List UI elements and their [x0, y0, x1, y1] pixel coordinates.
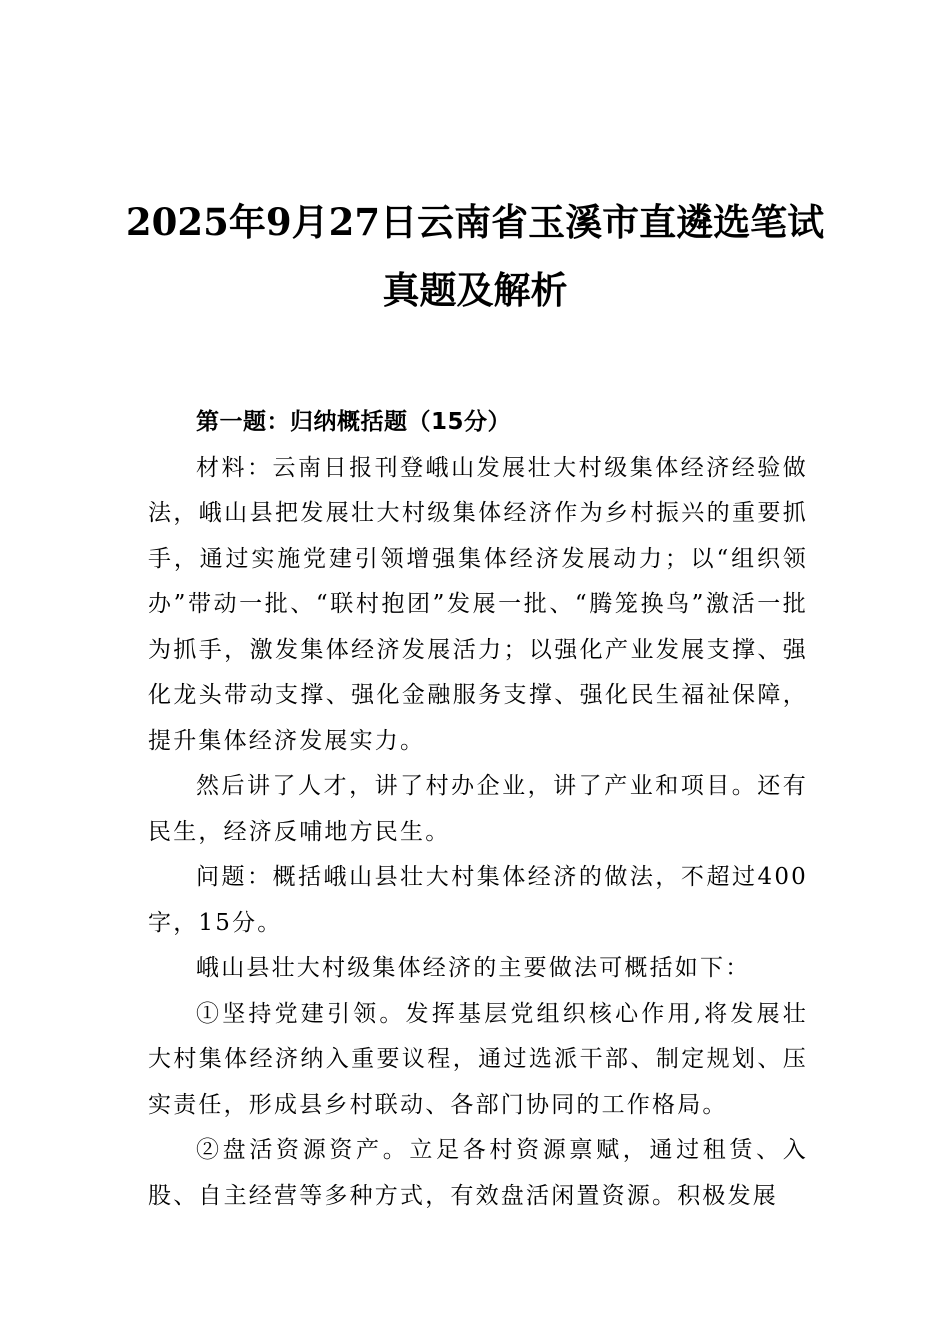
document-title-line-2: 真题及解析 — [382, 268, 568, 312]
paragraph-answer-point-2: ②盘活资源资产。立足各村资源禀赋，通过租赁、入股、自主经营等多种方式，有效盘活闲置资源。积极发展 — [148, 1137, 808, 1209]
paragraph-material: 材料：云南日报刊登峨山发展壮大村级集体经济经验做法，峨山县把发展壮大村级集体经济作为乡村振兴的重要抓手，通过实施党建引领增强集体经济发展动力；以“组织领办”带动一批、“联村抱团”发展一批、“腾笼换鸟”激活一批为抓手，激发集体经济发展活力；以强化产业发展支撑、强化龙头带动支撑、强化金融服务支撑、强化民生福祉保障，提升集体经济发展实力。 — [148, 454, 808, 754]
document-title-line-1: 2025年9月27日云南省玉溪市直遴选笔试 — [125, 200, 825, 244]
paragraph-question: 问题：概括峨山县壮大村集体经济的做法，不超过400字，15分。 — [148, 864, 808, 936]
paragraph-answer-intro: 峨山县壮大村级集体经济的主要做法可概括如下： — [196, 955, 751, 981]
paragraph-answer-point-1: ①坚持党建引领。发挥基层党组织核心作用,将发展壮大村集体经济纳入重要议程，通过选派干部、制定规划、压实责任，形成县乡村联动、各部门协同的工作格局。 — [148, 1000, 808, 1118]
section-heading: 第一题：归纳概括题（15分） — [196, 409, 512, 435]
document-body — [148, 400, 808, 1219]
paragraph-followup: 然后讲了人才，讲了村办企业，讲了产业和项目。还有民生，经济反哺地方民生。 — [148, 773, 808, 845]
